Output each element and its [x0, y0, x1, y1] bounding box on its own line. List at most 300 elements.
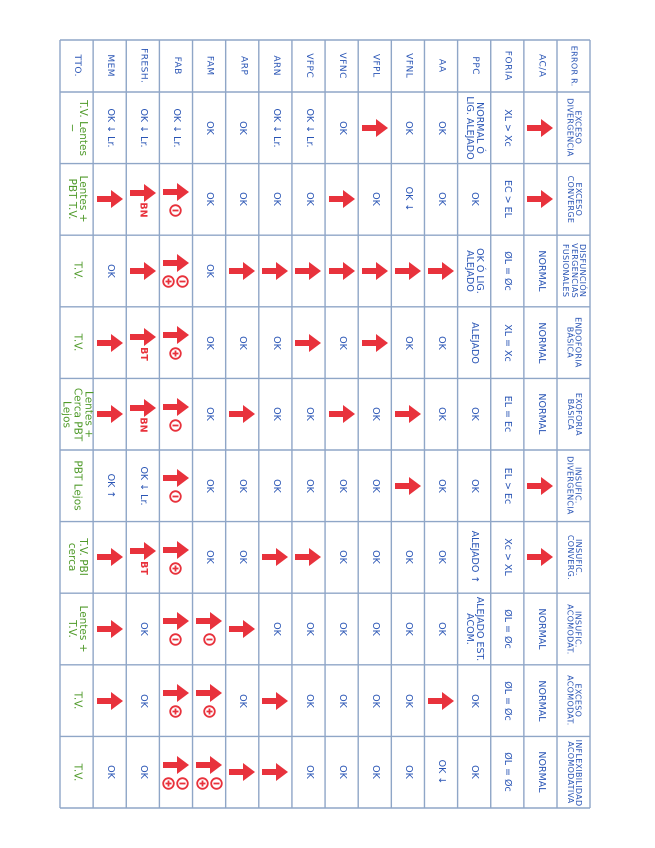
cell-text: OK	[336, 335, 348, 350]
attribute-header-label: INSUFIC. DIVERGENCIA	[565, 456, 583, 516]
circled-plus-icon	[162, 275, 175, 288]
arrow-right-icon	[361, 333, 389, 353]
cell-text: OK	[104, 765, 116, 780]
row-label-text: FAB	[171, 56, 182, 76]
table-cell	[491, 450, 524, 522]
table-cell	[358, 450, 391, 522]
cell-text: EL > Ec	[502, 467, 514, 505]
table-cell	[226, 522, 259, 594]
cell-text: OK Ó LIG. ALEJADO	[464, 248, 486, 294]
table-cell	[193, 307, 226, 379]
table-cell	[524, 235, 557, 307]
arrow-right-icon	[195, 683, 223, 703]
cell-text: NORMAL	[535, 250, 547, 292]
row-label	[259, 40, 292, 92]
table-cell	[424, 736, 457, 808]
cell-markers	[169, 204, 182, 217]
table-cell	[325, 307, 358, 379]
table-cell	[93, 92, 126, 164]
cell-text: OK	[303, 478, 315, 493]
cell-text: Lentes + Cerca PBT Lejos	[60, 387, 95, 441]
row-label	[325, 40, 358, 92]
cell-text: T.V.	[71, 691, 84, 710]
circled-minus-icon	[210, 777, 223, 790]
cell-text: OK ↓ Lr.	[137, 466, 149, 506]
table-cell	[159, 92, 192, 164]
circled-minus-icon	[169, 633, 182, 646]
cell-text: NORMAL	[535, 322, 547, 364]
row-label-text: MEM	[105, 54, 116, 78]
table-cell	[259, 164, 292, 236]
arrow-right-icon	[195, 755, 223, 775]
cell-text: OK	[369, 693, 381, 708]
circled-minus-icon	[176, 777, 189, 790]
cell-markers	[169, 347, 182, 360]
cell-text: OK	[270, 407, 282, 422]
table-cell	[159, 593, 192, 665]
cell-text: ØL = Øc	[502, 680, 514, 721]
cell-text: OK	[204, 550, 216, 565]
cell-text: EC > EL	[502, 180, 514, 219]
row-label	[159, 40, 192, 92]
cell-text: OK	[369, 550, 381, 565]
header-corner	[557, 40, 590, 92]
cell-marker-text: BT	[137, 346, 149, 361]
cell-text: PBT Lejos	[71, 460, 84, 511]
row-label	[491, 40, 524, 92]
row-label-text: VFPC	[304, 53, 315, 79]
cell-text: EL = Ec	[502, 395, 514, 433]
arrow-right-icon	[294, 261, 322, 281]
table-cell	[126, 164, 159, 236]
cell-text: NORMAL	[535, 608, 547, 650]
row-label-text: VFNL	[403, 53, 414, 79]
table-cell	[159, 450, 192, 522]
table-cell	[193, 235, 226, 307]
table-cell	[93, 522, 126, 594]
table-cell	[358, 235, 391, 307]
cell-markers	[169, 490, 182, 503]
row-label	[391, 40, 424, 92]
arrow-right-icon	[129, 327, 157, 347]
table-cell	[259, 593, 292, 665]
table-cell	[358, 378, 391, 450]
arrow-right-icon	[328, 404, 356, 424]
table-cell	[491, 593, 524, 665]
table-cell	[226, 378, 259, 450]
table-cell	[292, 235, 325, 307]
table-cell	[93, 378, 126, 450]
row-label	[358, 40, 391, 92]
cell-text: OK	[436, 407, 447, 422]
cell-text: OK	[204, 478, 216, 493]
arrow-right-icon	[328, 189, 356, 209]
arrow-right-icon	[228, 762, 256, 782]
cell-text: OK	[436, 335, 447, 350]
table-cell	[126, 736, 159, 808]
table-cell	[458, 450, 491, 522]
cell-text: OK ↓ Lr.	[137, 108, 149, 148]
table-cell	[458, 164, 491, 236]
table-cell	[424, 665, 457, 737]
table-cell	[458, 736, 491, 808]
table-cell	[93, 736, 126, 808]
cell-text: OK	[402, 622, 414, 636]
row-label	[93, 40, 126, 92]
cell-text: XL > Xc	[502, 109, 514, 147]
row-label-text: TTO.	[72, 54, 83, 78]
arrow-right-icon	[427, 261, 455, 281]
row-label	[524, 40, 557, 92]
table-cell	[325, 593, 358, 665]
cell-markers	[203, 705, 216, 718]
arrow-right-icon	[162, 540, 190, 560]
table-cell	[93, 164, 126, 236]
arrow-right-icon	[162, 253, 190, 273]
table-cell	[126, 593, 159, 665]
table-cell	[458, 522, 491, 594]
table-cell	[60, 92, 93, 164]
table-cell	[458, 665, 491, 737]
table-cell	[524, 164, 557, 236]
table-cell	[491, 665, 524, 737]
row-label	[60, 40, 93, 92]
table-cell	[226, 736, 259, 808]
circled-minus-icon	[176, 275, 189, 288]
circled-minus-icon	[203, 633, 216, 646]
cell-text: NORMAL	[535, 680, 547, 722]
arrow-right-icon	[228, 404, 256, 424]
cell-markers	[136, 561, 150, 576]
table-cell	[159, 736, 192, 808]
cell-text: OK	[336, 478, 348, 493]
cell-text: OK	[270, 192, 282, 207]
table-cell	[226, 593, 259, 665]
table-cell	[93, 593, 126, 665]
cell-text: OK	[402, 120, 414, 135]
header-corner-label: ERROR R.	[569, 45, 579, 87]
arrow-right-icon	[129, 398, 157, 418]
cell-marker-text: BN	[137, 202, 149, 218]
arrow-right-icon	[361, 261, 389, 281]
arrow-right-icon	[328, 261, 356, 281]
row-label	[424, 40, 457, 92]
table-cell	[424, 307, 457, 379]
attribute-header-label: EXCESO DIVERGENCIA	[565, 98, 583, 158]
table-cell	[226, 307, 259, 379]
table-cell	[126, 522, 159, 594]
table-cell	[193, 522, 226, 594]
cell-text: NORMAL	[535, 751, 547, 793]
table-cell	[259, 522, 292, 594]
table-cell	[126, 665, 159, 737]
circled-plus-icon	[196, 777, 209, 790]
table-cell	[524, 450, 557, 522]
circled-minus-icon	[169, 204, 182, 217]
cell-text: OK	[237, 192, 249, 207]
table-cell	[259, 450, 292, 522]
row-label-text: VFNC	[337, 52, 348, 80]
table-cell	[93, 307, 126, 379]
circled-plus-icon	[169, 705, 182, 718]
arrow-right-icon	[261, 762, 289, 782]
attribute-header	[557, 593, 590, 665]
table-cell	[292, 522, 325, 594]
table-cell	[458, 593, 491, 665]
table-cell	[524, 378, 557, 450]
cell-text: OK	[303, 622, 315, 636]
table-cell	[524, 665, 557, 737]
cell-text: OK	[469, 478, 481, 493]
cell-markers	[169, 562, 182, 575]
circled-minus-icon	[169, 419, 182, 432]
cell-text: OK	[303, 693, 315, 708]
table-cell	[491, 378, 524, 450]
cell-text: T.V.	[71, 763, 84, 782]
row-label-text: ARP	[237, 56, 248, 76]
table-cell	[159, 307, 192, 379]
cell-text: T.V.	[71, 333, 84, 352]
cell-text: ALEJADO ↑	[469, 531, 481, 584]
table-cell	[292, 307, 325, 379]
table-cell	[424, 164, 457, 236]
cell-text: XL = Xc	[502, 323, 514, 362]
cell-text: OK	[237, 550, 249, 565]
table-cell	[358, 307, 391, 379]
table-cell	[424, 235, 457, 307]
row-label	[226, 40, 259, 92]
table-cell	[60, 307, 93, 379]
cell-text: OK	[436, 622, 447, 636]
cell-text: ØL = Øc	[502, 251, 514, 291]
row-label-text: FORIA	[502, 51, 513, 81]
arrow-right-icon	[261, 691, 289, 711]
cell-text: OK	[104, 264, 116, 278]
arrow-right-icon	[294, 547, 322, 567]
table-cell	[159, 522, 192, 594]
table-cell	[259, 736, 292, 808]
attribute-header-label: EXCESO CONVERGE	[565, 175, 583, 224]
cell-text: OK ↓	[436, 759, 447, 785]
cell-text: OK	[369, 407, 381, 422]
cell-text: OK	[204, 407, 216, 422]
cell-text: ALEJADO	[469, 321, 481, 364]
table-cell	[159, 665, 192, 737]
attribute-header	[557, 164, 590, 236]
table-cell	[325, 92, 358, 164]
cell-markers	[162, 275, 189, 288]
cell-text: OK	[270, 478, 282, 493]
cell-text: OK	[402, 693, 414, 708]
cell-markers	[203, 633, 216, 646]
attribute-header-label: EXOFORIA BÁSICA	[565, 392, 583, 436]
circled-plus-icon	[203, 705, 216, 718]
cell-text: OK	[237, 478, 249, 493]
cell-markers	[136, 346, 150, 361]
cell-markers	[169, 419, 182, 432]
table-cell	[325, 665, 358, 737]
table-cell	[424, 92, 457, 164]
table-cell	[358, 522, 391, 594]
table-cell	[159, 378, 192, 450]
table-cell	[391, 378, 424, 450]
table-cell	[325, 522, 358, 594]
cell-text: OK	[270, 335, 282, 350]
table-cell	[491, 736, 524, 808]
row-label-text: AA	[436, 59, 447, 73]
arrow-right-icon	[96, 189, 124, 209]
arrow-right-icon	[96, 404, 124, 424]
cell-text: NORMAL Ó LIG. ALEJADO	[464, 96, 486, 160]
table-cell	[60, 450, 93, 522]
row-label	[193, 40, 226, 92]
table-cell	[259, 307, 292, 379]
cell-markers	[169, 633, 182, 646]
table-cell	[292, 665, 325, 737]
table-cell	[391, 450, 424, 522]
arrow-right-icon	[228, 619, 256, 639]
cell-text: OK	[469, 765, 481, 780]
attribute-header-label: EXCESO ACOMODAT.	[565, 675, 583, 726]
arrow-right-icon	[294, 333, 322, 353]
table-cell	[60, 522, 93, 594]
cell-text: OK ↓ Lr.	[303, 108, 315, 148]
table-cell	[292, 378, 325, 450]
table-cell	[458, 92, 491, 164]
arrow-right-icon	[162, 468, 190, 488]
table-cell	[226, 92, 259, 164]
cell-markers	[162, 777, 189, 790]
cell-text: OK	[237, 693, 249, 708]
arrow-right-icon	[394, 404, 422, 424]
table-cell	[524, 736, 557, 808]
row-label	[292, 40, 325, 92]
table-cell	[358, 593, 391, 665]
table-cell	[325, 450, 358, 522]
table-cell	[292, 450, 325, 522]
table-cell	[458, 307, 491, 379]
table-cell	[491, 235, 524, 307]
cell-text: Lentes + PBT T.V.	[65, 175, 89, 223]
table-cell	[491, 307, 524, 379]
table-cell	[524, 522, 557, 594]
cell-text: OK ↓	[402, 187, 414, 212]
arrow-right-icon	[526, 547, 554, 567]
table-cell	[424, 522, 457, 594]
table-cell	[126, 450, 159, 522]
arrow-right-icon	[162, 182, 190, 202]
arrow-right-icon	[96, 333, 124, 353]
arrow-right-icon	[129, 261, 157, 281]
table-cell	[226, 164, 259, 236]
cell-text: OK	[204, 120, 216, 135]
table-cell	[491, 92, 524, 164]
attribute-header-label: ENDOFORIA BÁSICA	[565, 317, 583, 368]
table-cell	[60, 378, 93, 450]
arrow-right-icon	[394, 476, 422, 496]
row-label-text: FAM	[204, 56, 215, 76]
table-cell	[259, 665, 292, 737]
cell-text: T.V.	[71, 262, 84, 280]
cell-text: T.V. Lentes −	[65, 99, 89, 156]
arrow-right-icon	[129, 183, 157, 203]
table-cell	[226, 450, 259, 522]
cell-text: OK	[469, 407, 481, 422]
cell-text: Lentes + T.V.	[65, 605, 89, 653]
circled-minus-icon	[169, 490, 182, 503]
attribute-header	[557, 235, 590, 307]
attribute-header	[557, 736, 590, 808]
table-cell	[424, 450, 457, 522]
attribute-header	[557, 450, 590, 522]
table-cell	[292, 736, 325, 808]
table-cell	[126, 235, 159, 307]
arrow-right-icon	[361, 118, 389, 138]
table-cell	[325, 164, 358, 236]
cell-text: OK ↓ Lr.	[270, 108, 282, 148]
cell-text: OK	[137, 765, 149, 780]
arrow-right-icon	[261, 261, 289, 281]
cell-text: OK	[237, 335, 249, 350]
table-cell	[159, 235, 192, 307]
cell-text: OK	[469, 192, 481, 207]
attribute-header-label: INSUFIC. ACOMODAT.	[565, 603, 583, 655]
table-cell	[325, 235, 358, 307]
table-cell	[391, 522, 424, 594]
arrow-right-icon	[394, 261, 422, 281]
table-cell	[259, 92, 292, 164]
cell-text: OK	[303, 192, 315, 207]
table-cell	[391, 307, 424, 379]
attribute-header	[557, 378, 590, 450]
cell-text: OK	[336, 550, 348, 565]
attribute-header	[557, 522, 590, 594]
cell-text: NORMAL	[535, 393, 547, 435]
cell-text: OK ↓ Lr.	[104, 108, 116, 148]
circled-plus-icon	[169, 347, 182, 360]
attribute-header-label: DISFUNCIÓN VERGENCIAS FUSIONALES	[561, 243, 588, 299]
row-label-text: ARN	[271, 55, 282, 77]
cell-text: OK	[270, 622, 282, 636]
table-cell	[259, 378, 292, 450]
row-label-text: FRESH.	[138, 48, 149, 84]
table-cell	[391, 235, 424, 307]
cell-text: OK	[369, 192, 381, 207]
cell-text: OK	[303, 407, 315, 422]
arrow-right-icon	[162, 683, 190, 703]
arrow-right-icon	[526, 476, 554, 496]
arrow-right-icon	[526, 118, 554, 138]
attribute-header	[557, 307, 590, 379]
table-cell	[60, 164, 93, 236]
table-cell	[93, 450, 126, 522]
table-cell	[60, 235, 93, 307]
row-label-text: AC/A	[536, 54, 547, 78]
table-cell	[325, 736, 358, 808]
cell-text: OK ↑	[104, 473, 116, 499]
table-cell	[391, 164, 424, 236]
table-cell	[60, 665, 93, 737]
table-cell	[424, 378, 457, 450]
attribute-header	[557, 92, 590, 164]
arrow-right-icon	[162, 325, 190, 345]
row-label-text: PPC	[469, 56, 480, 76]
cell-markers	[196, 777, 223, 790]
cell-markers	[169, 705, 182, 718]
table-cell	[358, 665, 391, 737]
arrow-right-icon	[162, 755, 190, 775]
table-cell	[424, 593, 457, 665]
